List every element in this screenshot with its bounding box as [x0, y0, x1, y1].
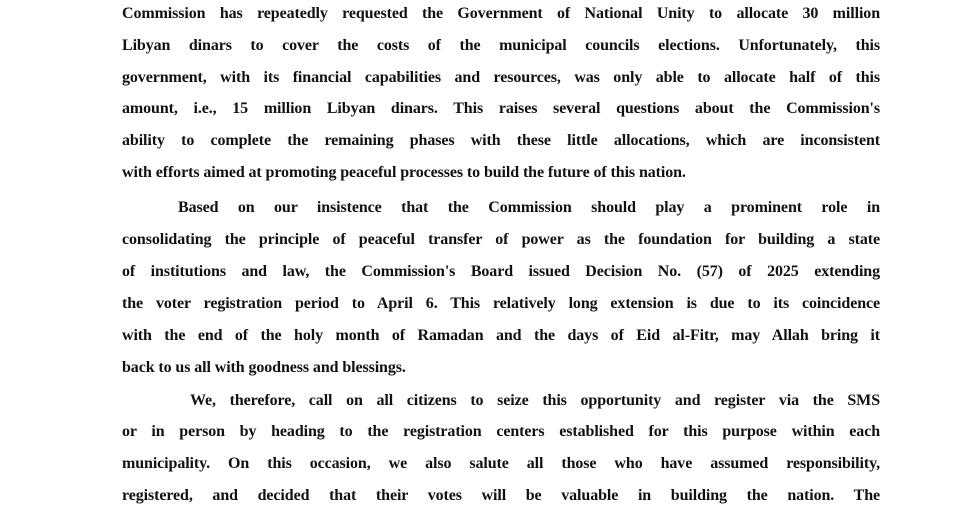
text-line: of institutions and law, the Commission's Board issued Decision No. (57) of 2025 extending [122, 263, 880, 280]
text-line: back to us all with goodness and blessings. [122, 359, 406, 376]
text-line: Commission has repeatedly requested the Government of National Unity to allocate 30 million [122, 5, 880, 22]
text-line: ability to complete the remaining phases with these little allocations, which are inconsistent [122, 132, 880, 149]
text-line: or in person by heading to the registration centers established for this purpose within each [122, 423, 880, 440]
text-line: consolidating the principle of peaceful transfer of power as the foundation for building a state [122, 231, 880, 248]
text-line: the voter registration period to April 6. This relatively long extension is due to its coincidence [122, 295, 880, 312]
text-line: Libyan dinars to cover the costs of the municipal councils elections. Unfortunately, this [122, 37, 880, 54]
text-line: government, with its financial capabilities and resources, was only able to allocate half of this [122, 69, 880, 86]
text-line: municipality. On this occasion, we also salute all those who have assumed responsibility, [122, 455, 880, 472]
text-line: Based on our insistence that the Commission should play a prominent role in [178, 199, 880, 216]
text-line: registered, and decided that their votes will be valuable in building the nation. The [122, 487, 880, 504]
text-line: with the end of the holy month of Ramadan and the days of Eid al-Fitr, may Allah bring it [122, 327, 880, 344]
text-line: We, therefore, call on all citizens to seize this opportunity and register via the SMS [190, 392, 880, 409]
text-line: with efforts aimed at promoting peaceful processes to build the future of this nation. [122, 164, 686, 181]
text-line: amount, i.e., 15 million Libyan dinars. This raises several questions about the Commission's [122, 100, 880, 117]
